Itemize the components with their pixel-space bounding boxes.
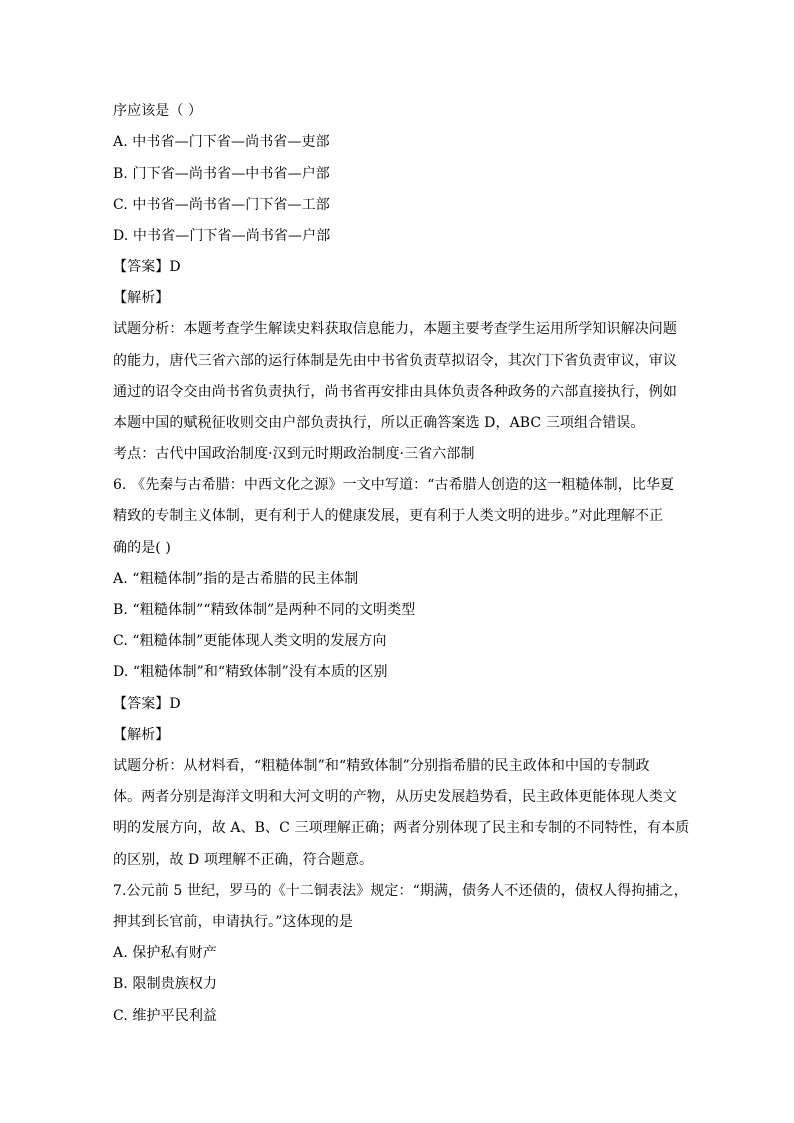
- question-5-option-b: B. 门下省—尚书省—中书省—户部: [113, 166, 330, 182]
- question-6-stem-line-2: 精致的专制主义体制，更有利于人的健康发展，更有利于人类文明的进步。”对此理解不正: [113, 508, 664, 524]
- question-5-option-d: D. 中书省—门下省—尚书省—户部: [113, 228, 331, 244]
- question-5-analysis-line-3: 通过的诏令交由尚书省负责执行，尚书省再安排由具体负责各种政务的六部直接执行，例如: [113, 384, 677, 400]
- question-7-stem-line-1: 7.公元前 5 世纪，罗马的《十二铜表法》规定：“期满，债务人不还债的，债权人得拘捕之，: [113, 883, 688, 899]
- question-6-analysis-heading: 【解析】: [113, 727, 170, 743]
- question-6-option-d: D. “粗糙体制”和“精致体制”没有本质的区别: [113, 664, 388, 680]
- question-6-answer: 【答案】D: [113, 696, 181, 712]
- question-5-option-c: C. 中书省—尚书省—门下省—工部: [113, 197, 330, 213]
- question-5-analysis-heading: 【解析】: [113, 290, 170, 306]
- question-6-analysis-line-3: 明的发展方向，故 A、B、C 三项理解正确；两者分别体现了民主和专制的不同特性，有本质: [113, 820, 690, 836]
- question-5-analysis-line-1: 试题分析：本题考查学生解读史料获取信息能力，本题主要考查学生运用所学知识解决问题: [113, 321, 677, 337]
- question-6-analysis-line-4: 的区别，故 D 项理解不正确，符合题意。: [113, 852, 374, 868]
- question-5-option-a: A. 中书省—门下省—尚书省—吏部: [113, 134, 330, 150]
- question-5-analysis-line-4: 本题中国的赋税征收则交由户部负责执行，所以正确答案选 D，ABC 三项组合错误。: [113, 415, 645, 431]
- question-7-option-a: A. 保护私有财产: [113, 945, 217, 961]
- question-5-analysis-line-2: 的能力，唐代三省六部的运行体制是先由中书省负责草拟诏令，其次门下省负责审议，审议: [113, 353, 677, 369]
- question-7-stem-line-2: 押其到长官前，申请执行。”这体现的是: [113, 914, 353, 930]
- question-5-key-point: 考点：古代中国政治制度·汉到元时期政治制度·三省六部制: [113, 446, 475, 462]
- question-7-option-c: C. 维护平民利益: [113, 1008, 218, 1024]
- question-6-option-b: B. “粗糙体制”“精致体制”是两种不同的文明类型: [113, 602, 416, 618]
- question-7-option-b: B. 限制贵族权力: [113, 976, 218, 992]
- question-6-option-c: C. “粗糙体制”更能体现人类文明的发展方向: [113, 633, 387, 649]
- question-6-stem-line-3: 确的是( ): [113, 540, 171, 556]
- question-6-option-a: A. “粗糙体制”指的是古希腊的民主体制: [113, 571, 359, 587]
- question-6-stem-line-1: 6. 《先秦与古希腊：中西文化之源》一文中写道：“古希腊人创造的这一粗糙体制，比华夏: [113, 477, 675, 493]
- question-6-analysis-line-2: 体。两者分别是海洋文明和大河文明的产物，从历史发展趋势看，民主政体更能体现人类文: [113, 789, 677, 805]
- question-5-answer: 【答案】D: [113, 259, 181, 275]
- question-6-analysis-line-1: 试题分析：从材料看，“粗糙体制”和“精致体制”分别指希腊的民主政体和中国的专制政: [113, 758, 650, 774]
- question-5-stem-end: 序应该是（ ）: [113, 103, 203, 119]
